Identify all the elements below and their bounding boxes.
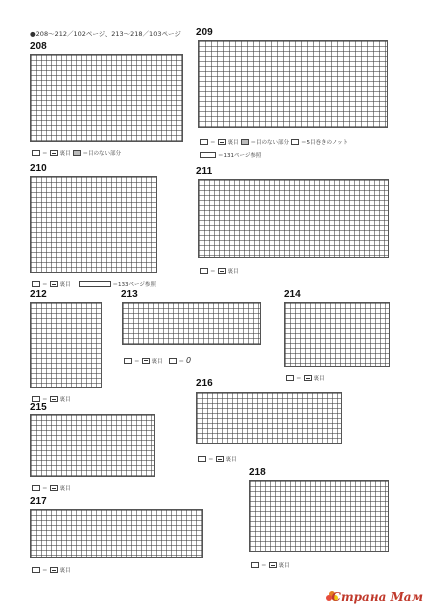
purl-symbol-icon [50, 150, 58, 156]
legend-eq: ＝ [208, 457, 214, 463]
empty-box-icon [124, 358, 132, 364]
bobble-symbol-icon [169, 358, 177, 364]
chart-number-214: 214 [284, 289, 301, 300]
purl-symbol-icon [216, 456, 224, 462]
legend-knot: ＝5目巻きのノット [301, 140, 349, 146]
legend-no-stitch: ＝目のない部分 [82, 151, 122, 157]
empty-box-icon [32, 281, 40, 287]
empty-box-icon [198, 456, 206, 462]
cable-symbol-icon [200, 152, 216, 158]
chart-number-218: 218 [249, 467, 266, 478]
legend-eq: ＝ [42, 568, 48, 574]
chart-number-212: 212 [30, 289, 47, 300]
legend-209-b [200, 151, 261, 159]
legend-218 [251, 561, 290, 569]
legend-purl: 裏目 [278, 563, 290, 569]
purl-symbol-icon [142, 358, 150, 364]
stitch-chart-218 [249, 480, 389, 552]
purl-symbol-icon [50, 485, 58, 491]
empty-box-icon [32, 150, 40, 156]
legend-purl: 裏目 [227, 140, 239, 146]
empty-box-icon [32, 485, 40, 491]
purl-symbol-icon [50, 281, 58, 287]
legend-208 [32, 149, 121, 157]
purl-symbol-icon [50, 396, 58, 402]
chart-number-209: 209 [196, 27, 213, 38]
purl-symbol-icon [50, 567, 58, 573]
legend-purl: 裏目 [59, 397, 71, 403]
chart-number-208: 208 [30, 41, 47, 52]
legend-eq: ＝ [134, 358, 140, 365]
legend-no-stitch: ＝目のない部分 [250, 140, 290, 146]
legend-209-a [200, 138, 348, 146]
legend-purl: 裏目 [227, 269, 239, 275]
legend-215 [32, 484, 71, 492]
no-stitch-symbol-icon [73, 150, 81, 156]
legend-purl: 裏目 [59, 486, 71, 492]
purl-symbol-icon [218, 139, 226, 145]
page-header: ●208～212／102ページ、213～218／103ページ [30, 30, 181, 38]
stitch-chart-214 [284, 302, 390, 367]
chart-number-213: 213 [121, 289, 138, 300]
legend-purl: 裏目 [313, 376, 325, 382]
purl-symbol-icon [304, 375, 312, 381]
empty-box-icon [32, 567, 40, 573]
legend-purl: 裏目 [59, 282, 71, 288]
stitch-chart-212 [30, 302, 102, 388]
watermark-logo-text: Страна Мам [331, 590, 423, 604]
legend-purl: 裏目 [59, 568, 71, 574]
purl-symbol-icon [269, 562, 277, 568]
legend-eq: ＝ [42, 151, 48, 157]
cable-symbol-icon [79, 281, 111, 287]
legend-217 [32, 566, 71, 574]
stitch-chart-215 [30, 414, 155, 477]
legend-purl: 裏目 [151, 358, 163, 365]
legend-eq: ＝ [210, 269, 216, 275]
no-stitch-symbol-icon [241, 139, 249, 145]
legend-zero: 0 [186, 356, 192, 365]
legend-purl: 裏目 [59, 151, 71, 157]
chart-number-211: 211 [196, 166, 213, 177]
legend-210 [32, 280, 156, 288]
chart-number-210: 210 [30, 163, 47, 174]
stitch-chart-210 [30, 176, 157, 273]
legend-eq: ＝ [178, 358, 185, 365]
stitch-chart-209 [198, 40, 388, 128]
empty-box-icon [200, 268, 208, 274]
legend-eq: ＝ [42, 282, 48, 288]
legend-eq: ＝ [42, 397, 48, 403]
legend-213 [124, 356, 191, 365]
legend-214 [286, 374, 325, 382]
chart-number-216: 216 [196, 378, 213, 389]
legend-ref131: ＝131ページ参照 [218, 153, 262, 159]
knot-symbol-icon [291, 139, 299, 145]
legend-ref133: ＝133ページ参照 [112, 282, 156, 288]
legend-eq: ＝ [210, 140, 216, 146]
legend-eq: ＝ [261, 563, 267, 569]
empty-box-icon [286, 375, 294, 381]
legend-eq: ＝ [42, 486, 48, 492]
chart-number-217: 217 [30, 496, 47, 507]
purl-symbol-icon [218, 268, 226, 274]
legend-purl: 裏目 [225, 457, 237, 463]
legend-211 [200, 267, 239, 275]
stitch-chart-211 [198, 179, 389, 258]
empty-box-icon [251, 562, 259, 568]
empty-box-icon [200, 139, 208, 145]
stitch-chart-217 [30, 509, 203, 558]
chart-number-215: 215 [30, 402, 47, 413]
stitch-chart-216 [196, 392, 342, 444]
stitch-chart-208 [30, 54, 183, 142]
legend-216 [198, 455, 237, 463]
stitch-chart-213 [122, 302, 261, 345]
legend-eq: ＝ [296, 376, 302, 382]
